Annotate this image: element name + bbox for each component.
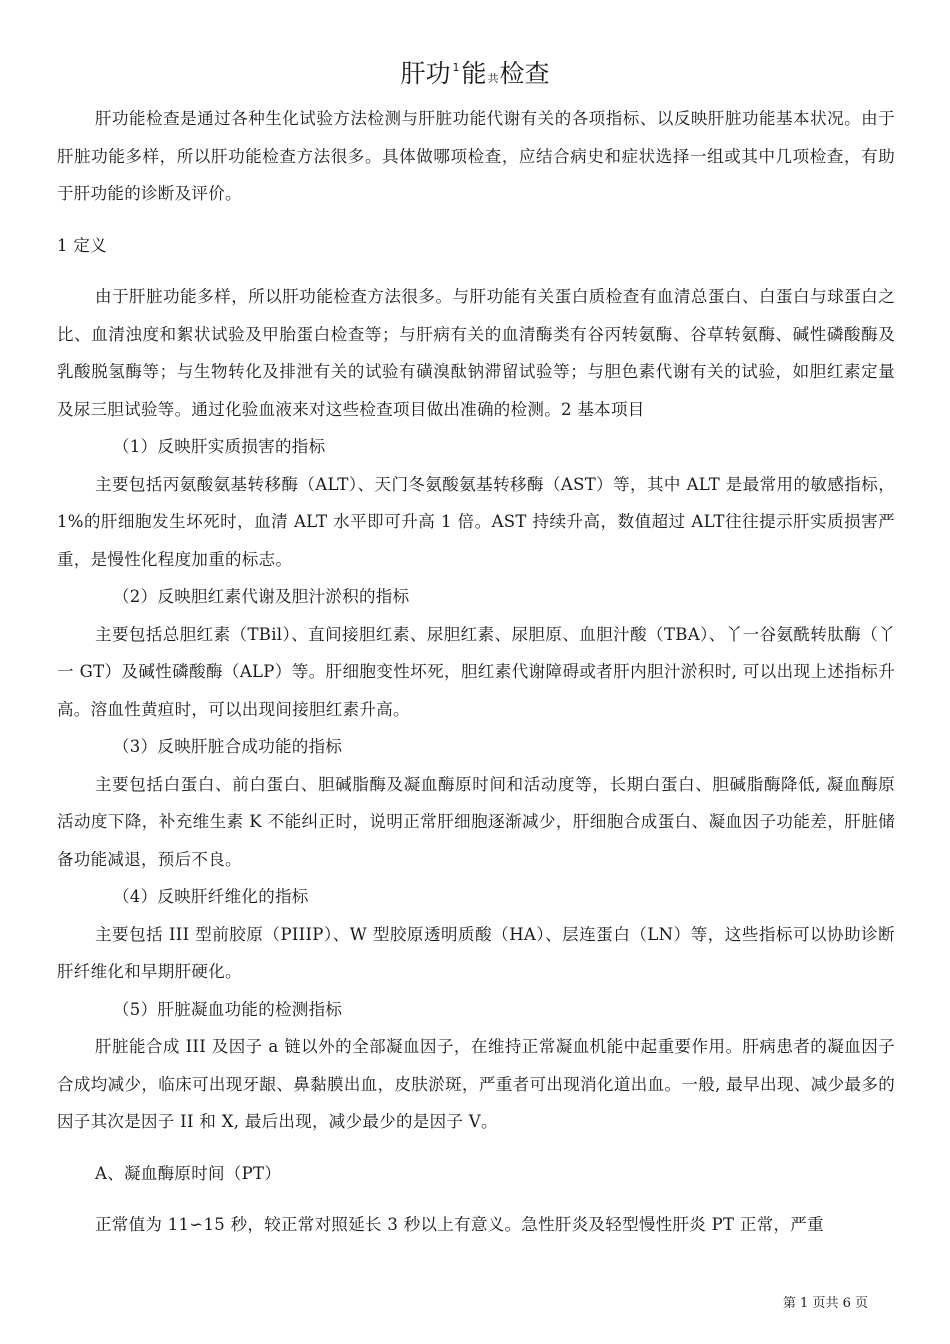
subheading-bilirubin: （2）反映胆红素代谢及胆汁淤积的指标 [113, 587, 410, 606]
body-paragraph: 主要包括丙氨酸氨基转移酶（ALT）、天门冬氨酸氨基转移酶（AST）等，其中 ALT 是最常用的敏感指标，1%的肝细胞发生坏死时，血清 ALT 水平即可升高 1 倍。AST 持续升高，数值超过 ALT往往提示肝实质损害严重，是慢性化程度加重的标志。 [57, 474, 895, 569]
section-heading-definition: 1 定义 [57, 235, 107, 255]
title-part: 检查 [499, 59, 550, 88]
subheading-synthesis: （3）反映肝脏合成功能的指标 [113, 737, 343, 756]
subheading-pt: A、凝血酶原时间（PT） [95, 1163, 282, 1183]
title-part: 肝功 [400, 59, 451, 88]
page-title [0, 50, 950, 97]
title-superscript: 1 [452, 61, 460, 74]
definition-paragraph: 由于肝脏功能多样，所以肝功能检查方法很多。与肝功能有关蛋白质检查有血清总蛋白、白蛋白与球蛋白之比、血清浊度和絮状试验及甲胎蛋白检查等；与肝病有关的血清酶类有谷丙转氨酶、谷草转氨酶、碱性磷酸酶及乳酸脱氢酶等；与生物转化及排泄有关的试验有磺溴酞钠滞留试验等；与胆色素代谢有关的试验，如胆红素定量及尿三胆试验等。通过化验血液来对这些检查项目做出准确的检测。2 基本项目 [57, 287, 895, 419]
subheading-coagulation: （5）肝脏凝血功能的检测指标 [113, 999, 343, 1019]
body-paragraph: 主要包括总胆红素（TBil）、直间接胆红素、尿胆红素、尿胆原、血胆汁酸（TBA）、丫一谷氨酰转肽酶（丫一 GT）及碱性磷酸酶（ALP）等。肝细胞变性坏死，胆红素代谢障碍或者肝内胆汁淤积时, 可以出现上述指标升高。溶血性黄疸时，可以出现间接胆红素升高。 [57, 624, 895, 719]
title-part: 能 [461, 59, 487, 88]
body-paragraph: 主要包括 III 型前胶原（PIIIP）、W 型胶原透明质酸（HA）、层连蛋白（LN）等，这些指标可以协助诊断肝纤维化和早期肝硬化。 [57, 924, 895, 981]
body-paragraph: 肝脏能合成 III 及因子 a 链以外的全部凝血因子，在维持正常凝血机能中起重要作用。肝病患者的凝血因子合成均减少，临床可出现牙龈、鼻黏膜出血，皮肤淤斑，严重者可出现消化道出血。一般, 最早出现、减少最多的因子其次是因子 II 和 X, 最后出现，减少最少的是因子 V。 [57, 1037, 895, 1131]
body-paragraph: 正常值为 11∽15 秒，较正常对照延长 3 秒以上有意义。急性肝炎及轻型慢性肝炎 PT 正常，严重 [95, 1215, 824, 1234]
body-paragraph: 主要包括白蛋白、前白蛋白、胆碱脂酶及凝血酶原时间和活动度等，长期白蛋白、胆碱脂酶降低, 凝血酶原活动度下降，补充维生素 K 不能纠正时，说明正常肝细胞逐渐减少，肝细胞合成蛋白、凝血因子功能差，肝脏储备功能减退，预后不良。 [57, 774, 895, 869]
document-body [57, 100, 895, 1244]
page-footer: 第 1 页共 6 页 [782, 1296, 868, 1311]
subheading-liver-damage: （1）反映肝实质损害的指标 [113, 437, 326, 456]
title-small-glyph: 共 [487, 72, 499, 85]
intro-paragraph: 肝功能检查是通过各种生化试验方法检测与肝脏功能代谢有关的各项指标、以反映肝脏功能基本状况。由于肝脏功能多样，所以肝功能检查方法很多。具体做哪项检查，应结合病史和症状选择一组或其中几项检查，有助于肝功能的诊断及评价。 [57, 109, 895, 203]
subheading-fibrosis: （4）反映肝纤维化的指标 [113, 887, 309, 906]
